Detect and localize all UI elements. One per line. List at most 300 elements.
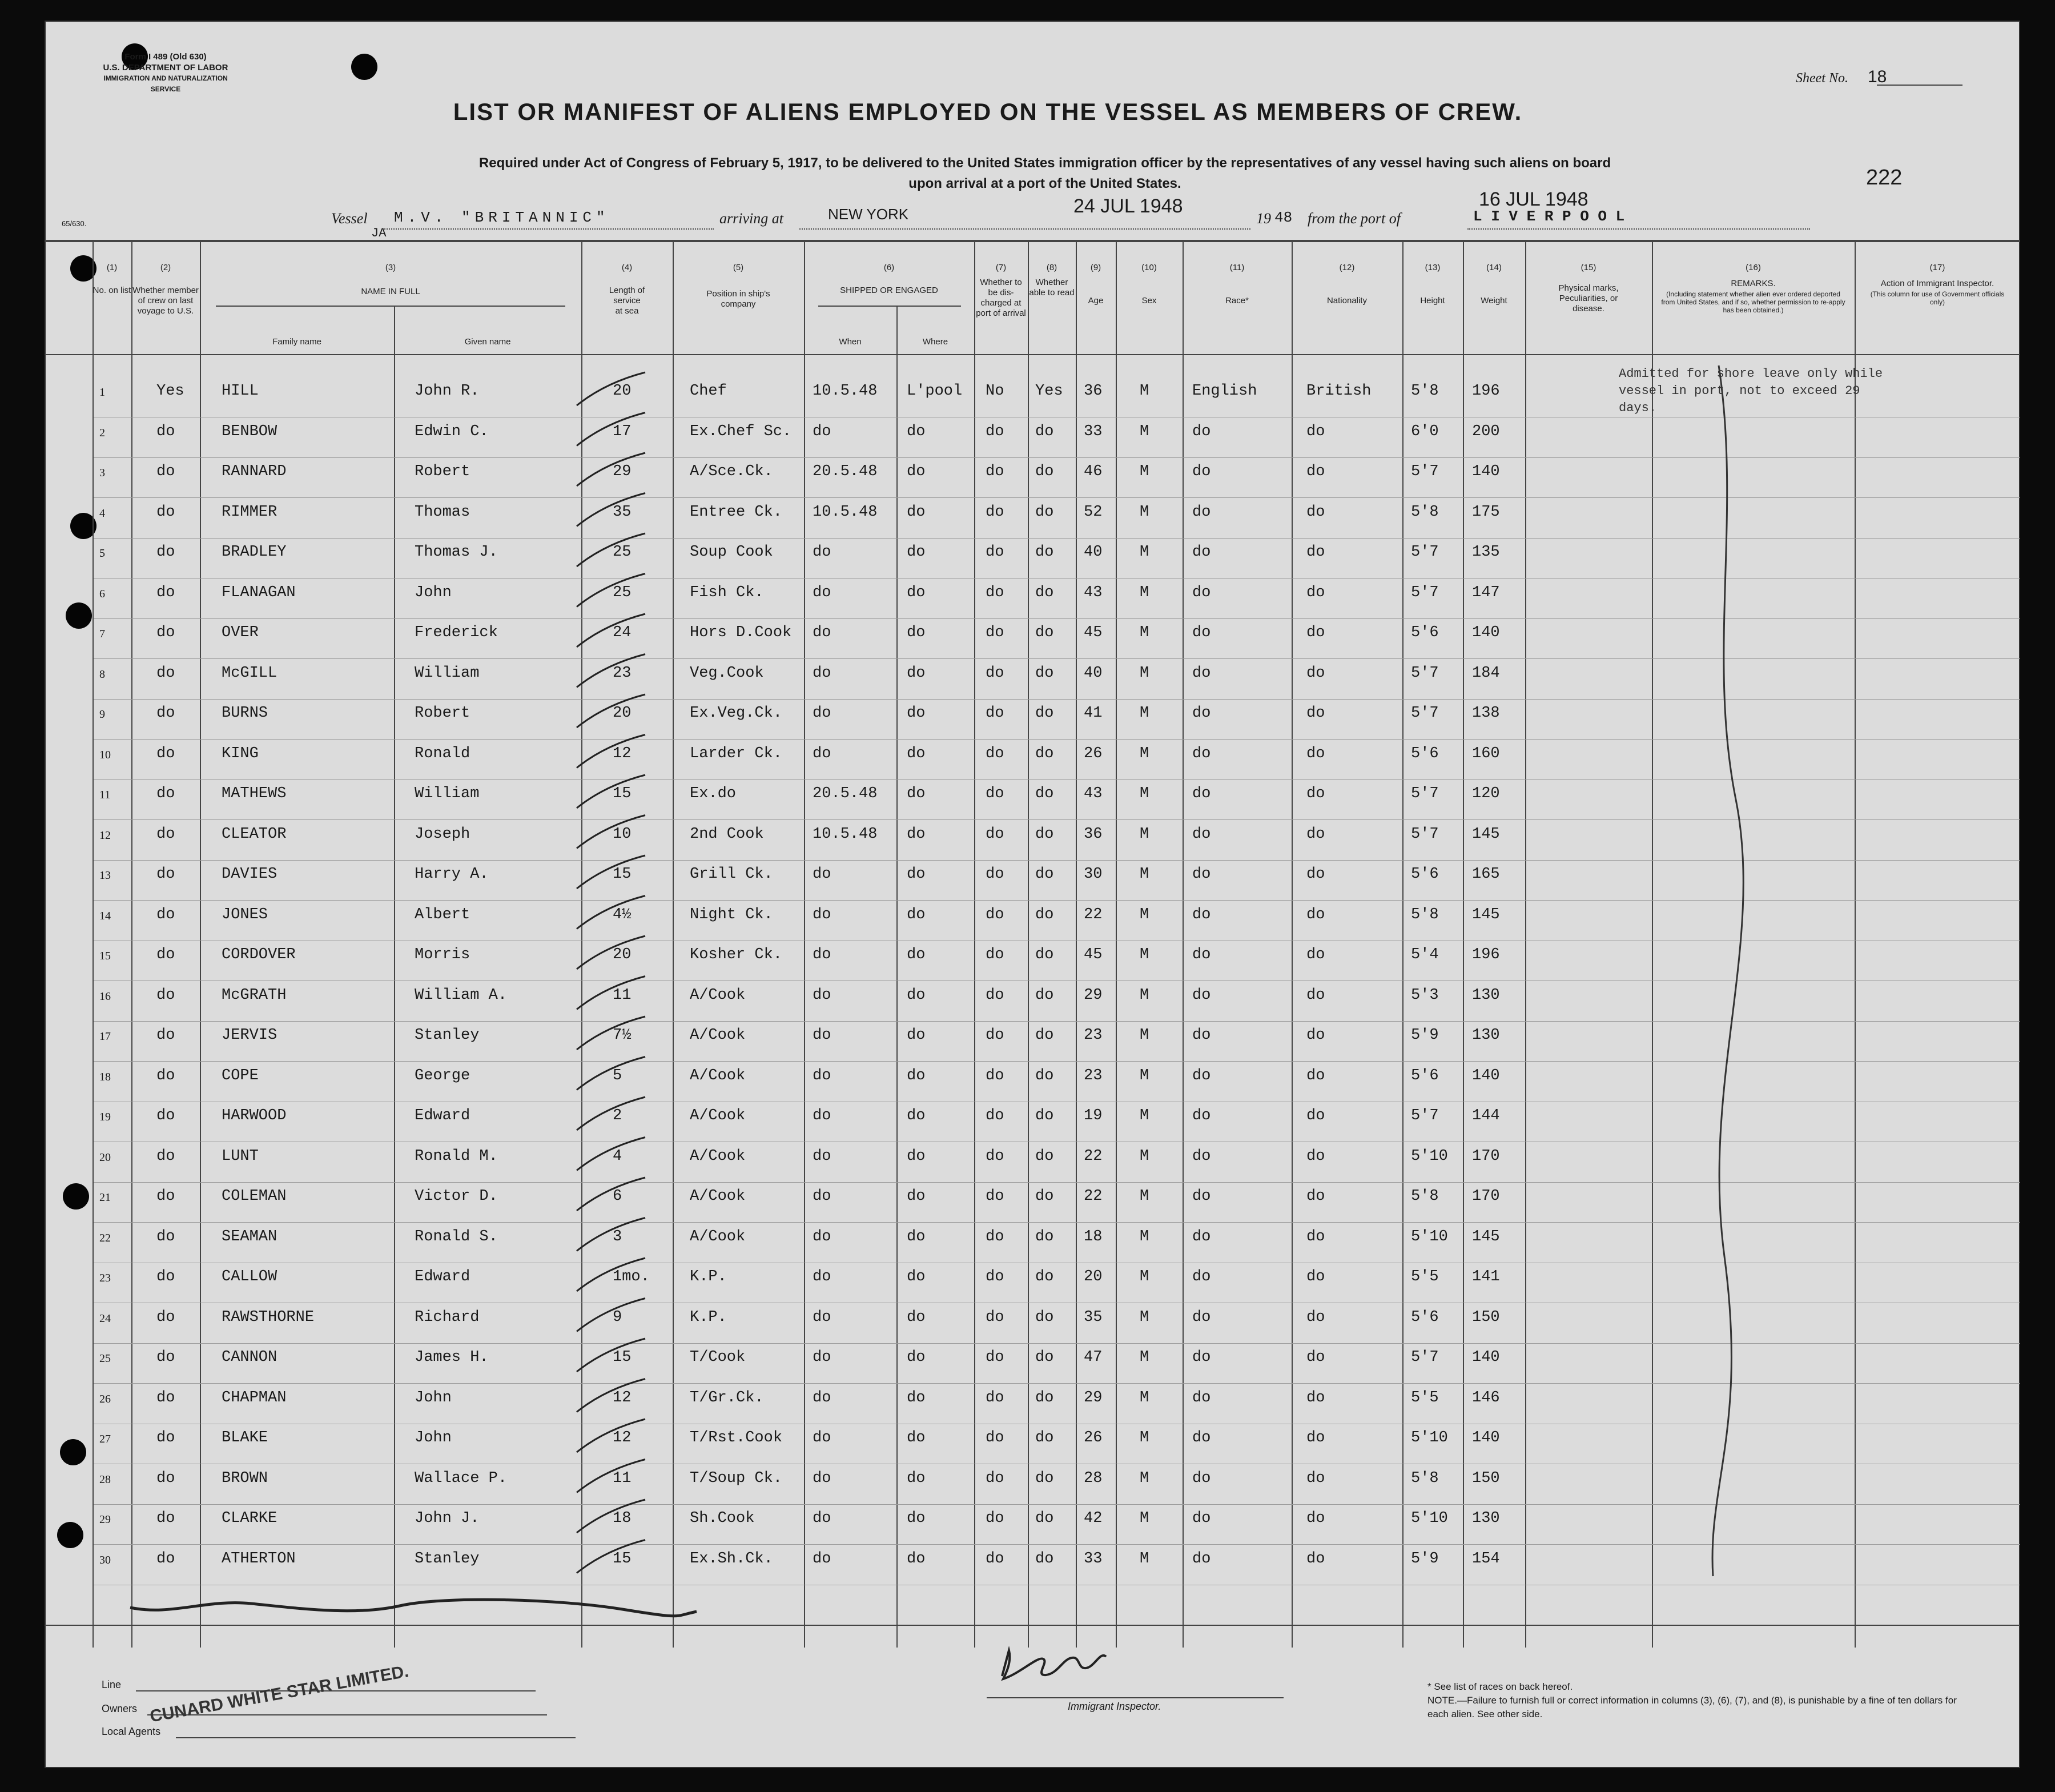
cell-shipped-when: do xyxy=(813,1469,831,1487)
cell-nationality: do xyxy=(1306,1107,1325,1124)
cell-last-voyage: do xyxy=(156,866,175,883)
cell-discharged: do xyxy=(986,986,1004,1004)
cell-discharged: do xyxy=(986,745,1004,762)
cell-shipped-where: do xyxy=(907,1550,926,1568)
cell-nationality: do xyxy=(1306,986,1325,1004)
remarks-note: Admitted for shore leave only while vessel in port, not to exceed 29 days. xyxy=(1619,367,1883,415)
cell-discharged: do xyxy=(986,705,1004,722)
cell-service-length: 15 xyxy=(613,1550,632,1568)
cell-age: 26 xyxy=(1084,745,1103,762)
cell-service-length: 2 xyxy=(613,1107,622,1124)
footnotes xyxy=(1427,1680,1970,1721)
cell-age: 35 xyxy=(1084,1308,1103,1326)
departure-date: 16 JUL 1948 xyxy=(1479,188,1588,210)
cell-discharged: do xyxy=(986,1349,1004,1366)
cell-given-name: Edward xyxy=(415,1268,470,1285)
cell-shipped-where: do xyxy=(907,624,926,641)
cell-sex: M xyxy=(1140,705,1149,722)
cell-service-length: 20 xyxy=(613,383,632,400)
cell-weight: 150 xyxy=(1472,1308,1500,1326)
cell-shipped-when: do xyxy=(813,1067,831,1084)
cell-given-name: Victor D. xyxy=(415,1188,498,1205)
cell-shipped-when: 10.5.48 xyxy=(813,503,878,521)
cell-family-name: RANNARD xyxy=(222,463,287,480)
header-col-4: (4) Length of service at sea xyxy=(609,263,645,316)
cell-height: 5'10 xyxy=(1411,1510,1448,1527)
cell-shipped-where: do xyxy=(907,745,926,762)
header-where: Where xyxy=(922,337,948,347)
sheet-number xyxy=(1796,67,1887,87)
cell-row-number: 14 xyxy=(99,909,111,922)
cell-nationality: do xyxy=(1306,1469,1325,1487)
cell-discharged: do xyxy=(986,503,1004,521)
cell-weight: 144 xyxy=(1472,1107,1500,1124)
cell-discharged: do xyxy=(986,1469,1004,1487)
header-col-7: (7) Whether to be dis-charged at port of arrival xyxy=(976,263,1026,318)
cell-nationality: do xyxy=(1306,463,1325,480)
cell-able-to-read: do xyxy=(1035,825,1054,843)
cell-age: 23 xyxy=(1084,1067,1103,1084)
inspector-label: Immigrant Inspector. xyxy=(1068,1701,1161,1712)
cell-able-to-read: do xyxy=(1035,1268,1054,1285)
header-given-name: Given name xyxy=(464,337,511,347)
cell-position: Chef xyxy=(690,383,727,400)
cell-row-number: 20 xyxy=(99,1151,111,1164)
cell-age: 19 xyxy=(1084,1107,1103,1124)
cell-height: 5'8 xyxy=(1411,503,1439,521)
cell-able-to-read: do xyxy=(1035,1429,1054,1447)
cell-given-name: Harry A. xyxy=(415,866,489,883)
cell-sex: M xyxy=(1140,383,1149,400)
cell-shipped-where: do xyxy=(907,825,926,843)
from-port-label: from the port of xyxy=(1308,210,1401,227)
sheet-value: 18 xyxy=(1867,67,1887,86)
cell-height: 5'6 xyxy=(1411,745,1439,762)
cell-age: 45 xyxy=(1084,624,1103,641)
cell-nationality: do xyxy=(1306,866,1325,883)
cell-position: A/Cook xyxy=(690,986,746,1004)
cell-race: do xyxy=(1192,986,1211,1004)
cell-sex: M xyxy=(1140,1228,1149,1245)
cell-weight: 175 xyxy=(1472,503,1500,521)
cell-position: A/Cook xyxy=(690,1188,746,1205)
cell-nationality: do xyxy=(1306,1349,1325,1366)
cell-discharged: do xyxy=(986,825,1004,843)
cell-shipped-when: do xyxy=(813,664,831,682)
cell-shipped-where: do xyxy=(907,584,926,601)
cell-shipped-where: do xyxy=(907,906,926,923)
cell-weight: 141 xyxy=(1472,1268,1500,1285)
cell-weight: 160 xyxy=(1472,745,1500,762)
cell-row-number: 25 xyxy=(99,1352,111,1365)
cell-height: 5'7 xyxy=(1411,584,1439,601)
cell-age: 43 xyxy=(1084,584,1103,601)
cell-race: do xyxy=(1192,1147,1211,1165)
cell-last-voyage: do xyxy=(156,1268,175,1285)
cell-able-to-read: do xyxy=(1035,664,1054,682)
sheet-label: Sheet No. xyxy=(1796,71,1848,86)
cell-family-name: BROWN xyxy=(222,1469,268,1487)
cell-service-length: 35 xyxy=(613,503,632,521)
cell-weight: 196 xyxy=(1472,383,1500,400)
cell-able-to-read: do xyxy=(1035,1188,1054,1205)
cell-age: 18 xyxy=(1084,1228,1103,1245)
cell-discharged: do xyxy=(986,664,1004,682)
cell-sex: M xyxy=(1140,1550,1149,1568)
cell-position: A/Sce.Ck. xyxy=(690,463,773,480)
cell-family-name: LUNT xyxy=(222,1147,259,1165)
cell-given-name: Thomas J. xyxy=(415,544,498,561)
form-identifier xyxy=(97,51,234,95)
cell-shipped-when: do xyxy=(813,1228,831,1245)
cell-family-name: BURNS xyxy=(222,705,268,722)
cell-shipped-where: do xyxy=(907,1510,926,1527)
cell-weight: 154 xyxy=(1472,1550,1500,1568)
cell-discharged: do xyxy=(986,1067,1004,1084)
cell-shipped-when: do xyxy=(813,745,831,762)
cell-row-number: 13 xyxy=(99,869,111,882)
cell-position: Ex.Sh.Ck. xyxy=(690,1550,773,1568)
cell-family-name: BLAKE xyxy=(222,1429,268,1447)
vessel-name: M.V. "BRITANNIC" xyxy=(394,209,610,226)
cell-able-to-read: do xyxy=(1035,946,1054,963)
cell-height: 5'8 xyxy=(1411,383,1439,400)
cell-sex: M xyxy=(1140,1469,1149,1487)
cell-row-number: 8 xyxy=(99,668,105,681)
cell-discharged: do xyxy=(986,1027,1004,1044)
cell-last-voyage: do xyxy=(156,1067,175,1084)
service-name: IMMIGRATION AND NATURALIZATION SERVICE xyxy=(103,74,228,93)
cell-position: Grill Ck. xyxy=(690,866,773,883)
cell-height: 5'5 xyxy=(1411,1268,1439,1285)
form-number: Form I 489 (Old 630) xyxy=(124,52,207,62)
vessel-line xyxy=(331,188,1816,240)
cell-service-length: 6 xyxy=(613,1188,622,1205)
cell-able-to-read: do xyxy=(1035,1308,1054,1326)
cell-height: 5'5 xyxy=(1411,1389,1439,1407)
cell-weight: 170 xyxy=(1472,1147,1500,1165)
cell-sex: M xyxy=(1140,1268,1149,1285)
cell-last-voyage: do xyxy=(156,1228,175,1245)
cell-family-name: CORDOVER xyxy=(222,946,296,963)
cell-last-voyage: do xyxy=(156,1510,175,1527)
cell-service-length: 11 xyxy=(613,986,632,1004)
cell-given-name: Edward xyxy=(415,1107,470,1124)
agent-stamp: CUNARD WHITE STAR LIMITED. xyxy=(148,1662,411,1726)
cell-discharged: do xyxy=(986,1268,1004,1285)
cell-height: 5'3 xyxy=(1411,986,1439,1004)
cell-age: 41 xyxy=(1084,705,1103,722)
cell-race: do xyxy=(1192,1429,1211,1447)
cell-sex: M xyxy=(1140,1349,1149,1366)
cell-height: 5'7 xyxy=(1411,1349,1439,1366)
cell-height: 5'7 xyxy=(1411,825,1439,843)
cell-shipped-when: do xyxy=(813,1429,831,1447)
cell-position: Larder Ck. xyxy=(690,745,783,762)
cell-shipped-when: do xyxy=(813,584,831,601)
cell-shipped-when: do xyxy=(813,423,831,440)
subtitle-line-1: Required under Act of Congress of February 5, 1917, to be delivered to the United States immigration officer by the representatives of any vessel having such aliens on board xyxy=(478,155,1611,171)
cell-age: 43 xyxy=(1084,785,1103,802)
cell-family-name: BRADLEY xyxy=(222,544,287,561)
header-col-11: (11) Race* xyxy=(1225,263,1249,306)
cell-last-voyage: do xyxy=(156,986,175,1004)
cell-discharged: do xyxy=(986,1510,1004,1527)
cell-shipped-where: do xyxy=(907,1107,926,1124)
cell-height: 6'0 xyxy=(1411,423,1439,440)
cell-race: do xyxy=(1192,1188,1211,1205)
cell-row-number: 1 xyxy=(99,386,105,399)
cell-position: Night Ck. xyxy=(690,906,773,923)
cell-sex: M xyxy=(1140,463,1149,480)
cell-service-length: 15 xyxy=(613,1349,632,1366)
cell-race: do xyxy=(1192,1228,1211,1245)
cell-height: 5'7 xyxy=(1411,785,1439,802)
cell-height: 5'6 xyxy=(1411,1067,1439,1084)
cell-weight: 196 xyxy=(1472,946,1500,963)
cell-able-to-read: do xyxy=(1035,745,1054,762)
cell-weight: 138 xyxy=(1472,705,1500,722)
cell-shipped-when: 20.5.48 xyxy=(813,463,878,480)
cell-given-name: Thomas xyxy=(415,503,470,521)
owners-label: Owners xyxy=(102,1703,138,1714)
cell-race: do xyxy=(1192,1510,1211,1527)
cell-height: 5'9 xyxy=(1411,1027,1439,1044)
cell-sex: M xyxy=(1140,1107,1149,1124)
cell-nationality: do xyxy=(1306,906,1325,923)
manifest-table xyxy=(45,240,2020,1648)
cell-service-length: 20 xyxy=(613,705,632,722)
cell-able-to-read: do xyxy=(1035,986,1054,1004)
cell-shipped-where: do xyxy=(907,1027,926,1044)
cell-position: Kosher Ck. xyxy=(690,946,783,963)
cell-race: do xyxy=(1192,906,1211,923)
cell-weight: 140 xyxy=(1472,624,1500,641)
cell-shipped-when: do xyxy=(813,1147,831,1165)
cell-position: K.P. xyxy=(690,1268,727,1285)
cell-nationality: British xyxy=(1306,383,1372,400)
cell-family-name: JONES xyxy=(222,906,268,923)
cell-able-to-read: do xyxy=(1035,624,1054,641)
race-footnote: * See list of races on back hereof. xyxy=(1427,1681,1573,1692)
cell-able-to-read: do xyxy=(1035,1067,1054,1084)
cell-weight: 145 xyxy=(1472,825,1500,843)
cell-shipped-where: do xyxy=(907,1308,926,1326)
cell-discharged: do xyxy=(986,1308,1004,1326)
cell-last-voyage: do xyxy=(156,503,175,521)
cell-able-to-read: do xyxy=(1035,423,1054,440)
cell-row-number: 15 xyxy=(99,950,111,962)
cell-position: Soup Cook xyxy=(690,544,773,561)
cell-weight: 165 xyxy=(1472,866,1500,883)
year: 48 xyxy=(1274,209,1293,226)
cell-height: 5'6 xyxy=(1411,1308,1439,1326)
cell-position: A/Cook xyxy=(690,1027,746,1044)
cell-race: do xyxy=(1192,1349,1211,1366)
cell-family-name: FLANAGAN xyxy=(222,584,296,601)
cell-given-name: John R. xyxy=(415,383,480,400)
cell-row-number: 27 xyxy=(99,1433,111,1445)
cell-able-to-read: do xyxy=(1035,785,1054,802)
cell-given-name: William xyxy=(415,664,480,682)
cell-height: 5'8 xyxy=(1411,1469,1439,1487)
cell-shipped-where: do xyxy=(907,866,926,883)
cell-position: Ex.Chef Sc. xyxy=(690,423,792,440)
cell-family-name: ATHERTON xyxy=(222,1550,296,1568)
cell-family-name: CANNON xyxy=(222,1349,278,1366)
cell-service-length: 17 xyxy=(613,423,632,440)
cell-family-name: KING xyxy=(222,745,259,762)
cell-nationality: do xyxy=(1306,745,1325,762)
cell-age: 28 xyxy=(1084,1469,1103,1487)
cell-given-name: Wallace P. xyxy=(415,1469,508,1487)
cell-family-name: RIMMER xyxy=(222,503,278,521)
header-col-9: (9) Age xyxy=(1088,263,1104,306)
cell-given-name: Ronald S. xyxy=(415,1228,498,1245)
header-col-17: (17) Action of Immigrant Inspector. (This column for use of Government officials only) xyxy=(1870,263,2005,306)
cell-nationality: do xyxy=(1306,664,1325,682)
cell-weight: 120 xyxy=(1472,785,1500,802)
cell-last-voyage: do xyxy=(156,1107,175,1124)
cell-sex: M xyxy=(1140,986,1149,1004)
cell-able-to-read: do xyxy=(1035,1107,1054,1124)
cell-height: 5'6 xyxy=(1411,624,1439,641)
cell-nationality: do xyxy=(1306,1147,1325,1165)
cell-shipped-when: do xyxy=(813,946,831,963)
cell-age: 29 xyxy=(1084,1389,1103,1407)
header-col-2: (2) Whether member of crew on last voyage to U.S. xyxy=(132,263,199,316)
cell-nationality: do xyxy=(1306,1308,1325,1326)
cell-weight: 145 xyxy=(1472,1228,1500,1245)
cell-shipped-when: do xyxy=(813,906,831,923)
cell-age: 22 xyxy=(1084,1188,1103,1205)
cell-last-voyage: do xyxy=(156,906,175,923)
cell-shipped-where: do xyxy=(907,1429,926,1447)
cell-discharged: do xyxy=(986,584,1004,601)
cell-family-name: CHAPMAN xyxy=(222,1389,287,1407)
cell-height: 5'10 xyxy=(1411,1228,1448,1245)
header-col-12: (12) Nationality xyxy=(1326,263,1368,306)
cell-able-to-read: do xyxy=(1035,463,1054,480)
cell-service-length: 15 xyxy=(613,866,632,883)
cell-discharged: do xyxy=(986,1188,1004,1205)
cell-race: do xyxy=(1192,624,1211,641)
cell-family-name: McGRATH xyxy=(222,986,287,1004)
cell-race: do xyxy=(1192,1389,1211,1407)
cell-last-voyage: do xyxy=(156,745,175,762)
cell-race: do xyxy=(1192,584,1211,601)
cell-nationality: do xyxy=(1306,1550,1325,1568)
cell-last-voyage: do xyxy=(156,584,175,601)
cell-family-name: McGILL xyxy=(222,664,278,682)
header-col-16: (16) REMARKS. (Including statement whether alien ever ordered deported from United States, and if so, whether permission to re-apply has been obtained.) xyxy=(1661,263,1845,314)
cell-shipped-when: do xyxy=(813,866,831,883)
cell-age: 40 xyxy=(1084,664,1103,682)
cell-shipped-when: 10.5.48 xyxy=(813,383,878,400)
cell-given-name: Stanley xyxy=(415,1027,480,1044)
cell-last-voyage: do xyxy=(156,1550,175,1568)
cell-position: T/Cook xyxy=(690,1349,746,1366)
cell-weight: 140 xyxy=(1472,1429,1500,1447)
cell-last-voyage: do xyxy=(156,1389,175,1407)
cell-discharged: do xyxy=(986,463,1004,480)
arriving-label: arriving at xyxy=(719,210,783,227)
cell-able-to-read: do xyxy=(1035,1510,1054,1527)
penalty-note: NOTE.—Failure to furnish full or correct information in columns (3), (6), (7), and (8), is punishable by a fine of ten dollars for each alien. See other side. xyxy=(1427,1695,1957,1719)
cell-race: do xyxy=(1192,544,1211,561)
punch-hole xyxy=(351,54,377,80)
cell-race: do xyxy=(1192,946,1211,963)
cell-given-name: Ronald M. xyxy=(415,1147,498,1165)
cell-service-length: 25 xyxy=(613,544,632,561)
cell-shipped-when: do xyxy=(813,986,831,1004)
cell-height: 5'6 xyxy=(1411,866,1439,883)
cell-race: do xyxy=(1192,1107,1211,1124)
cell-weight: 130 xyxy=(1472,1027,1500,1044)
cell-weight: 145 xyxy=(1472,906,1500,923)
cell-nationality: do xyxy=(1306,1027,1325,1044)
cell-given-name: Morris xyxy=(415,946,470,963)
cell-nationality: do xyxy=(1306,1429,1325,1447)
header-col-15: (15) Physical marks, Peculiarities, or disease. xyxy=(1558,263,1619,314)
cell-discharged: do xyxy=(986,1147,1004,1165)
cell-family-name: HILL xyxy=(222,383,259,400)
cell-service-length: 12 xyxy=(613,745,632,762)
cell-nationality: do xyxy=(1306,1389,1325,1407)
cell-service-length: 1mo. xyxy=(613,1268,650,1285)
cell-discharged: do xyxy=(986,866,1004,883)
cell-nationality: do xyxy=(1306,825,1325,843)
subtitle-line-2: upon arrival at a port of the United States. xyxy=(908,176,1181,191)
cell-shipped-where: do xyxy=(907,423,926,440)
cell-family-name: SEAMAN xyxy=(222,1228,278,1245)
cell-sex: M xyxy=(1140,1067,1149,1084)
cell-last-voyage: do xyxy=(156,1188,175,1205)
cell-sex: M xyxy=(1140,906,1149,923)
cell-service-length: 24 xyxy=(613,624,632,641)
cell-weight: 146 xyxy=(1472,1389,1500,1407)
cell-able-to-read: Yes xyxy=(1035,383,1063,400)
departure-port: L I V E R P O O L xyxy=(1473,208,1625,225)
cell-height: 5'7 xyxy=(1411,705,1439,722)
cell-family-name: BENBOW xyxy=(222,423,278,440)
cell-row-number: 30 xyxy=(99,1553,111,1566)
cell-row-number: 16 xyxy=(99,990,111,1003)
cell-able-to-read: do xyxy=(1035,705,1054,722)
cell-shipped-where: do xyxy=(907,1268,926,1285)
cell-row-number: 7 xyxy=(99,628,105,640)
arrival-date: 24 JUL 1948 xyxy=(1073,195,1183,217)
cell-shipped-where: do xyxy=(907,986,926,1004)
cell-last-voyage: do xyxy=(156,1469,175,1487)
cell-discharged: do xyxy=(986,1429,1004,1447)
header-col-14: (14) Weight xyxy=(1481,263,1507,306)
cell-given-name: Edwin C. xyxy=(415,423,489,440)
cell-row-number: 3 xyxy=(99,467,105,479)
cell-age: 52 xyxy=(1084,503,1103,521)
cell-last-voyage: do xyxy=(156,1429,175,1447)
cell-service-length: 9 xyxy=(613,1308,622,1326)
header-col-6: (6) SHIPPED OR ENGAGED xyxy=(840,263,938,295)
cell-weight: 147 xyxy=(1472,584,1500,601)
cell-weight: 150 xyxy=(1472,1469,1500,1487)
cell-given-name: John J. xyxy=(415,1510,480,1527)
cell-weight: 140 xyxy=(1472,463,1500,480)
cell-shipped-where: do xyxy=(907,544,926,561)
cell-weight: 200 xyxy=(1472,423,1500,440)
cell-discharged: do xyxy=(986,1550,1004,1568)
cell-height: 5'7 xyxy=(1411,463,1439,480)
